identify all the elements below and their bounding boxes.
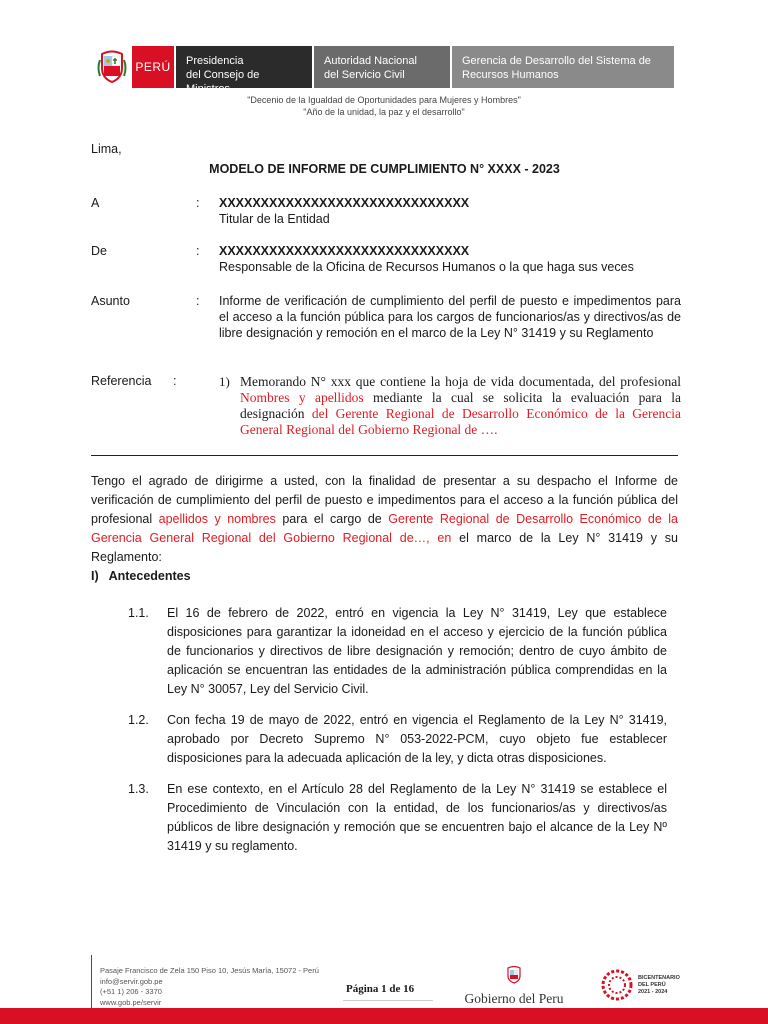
document-title: MODELO DE INFORME DE CUMPLIMIENTO N° XXXX - 2023: [209, 162, 560, 176]
gobierno-logo: [455, 966, 573, 1007]
phone-line: (+51 1) 206 - 3370: [100, 987, 162, 996]
servir-block: [314, 46, 450, 88]
footer-divider: [343, 1000, 433, 1001]
sender-colon: :: [196, 244, 200, 258]
reference-position: del Gerente Regional de Desarrollo Económico de la Gerencia General Regional del Gobierno Regional de ….: [240, 406, 682, 437]
servir-line-1: Autoridad Nacional: [324, 55, 417, 67]
recipient-colon: :: [196, 196, 200, 210]
address-line: Pasaje Francisco de Zela 150 Piso 10, Jesús María, 15072 - Perú: [100, 966, 319, 975]
pcm-line-1: Presidencia: [186, 55, 244, 67]
item-text: En ese contexto, en el Artículo 28 del Reglamento de la Ley N° 31419 se establece el Procedimiento de Vinculación con la entidad, de los funcionarios/as y directivos/as públicos de libre designación y remoción que se encuentren bajo el alcance de la Ley Nº 31419 y su reglamento.: [167, 782, 667, 853]
reference-text: [240, 374, 681, 438]
bicentenario-line-2: DEL PERÚ: [638, 981, 666, 988]
decenio-line-2: "Año de la unidad, la paz y el desarrollo": [303, 107, 465, 117]
coat-of-arms-icon: [92, 46, 132, 88]
recipient-role: Titular de la Entidad: [219, 212, 330, 226]
bicentenario-line-3: 2021 - 2024: [638, 988, 668, 995]
reference-professional-name: Nombres y apellidos: [240, 390, 364, 405]
item-number: 1.1.: [128, 606, 149, 620]
gobierno-shield-icon: [455, 966, 573, 989]
reference-part-3: mediante la cual se solicita la evaluación para la designación: [240, 390, 681, 421]
pcm-line-2: del Consejo de Ministros: [186, 69, 260, 95]
gerencia-block: [452, 46, 674, 88]
item-text: El 16 de febrero de 2022, entró en vigencia la Ley N° 31419, Ley que establece disposiciones para garantizar la idoneidad en el acceso y ejercicio de la función pública de funcionarios y directivos de libre designación y remoción; dentro de cuyo ámbito de aplicación se encuentran las entidades de la administración pública comprendidas en la Ley N° 30057, Ley del Servicio Civil.: [167, 606, 667, 696]
decenio-motto: [0, 94, 768, 118]
item-text: Con fecha 19 de mayo de 2022, entró en vigencia el Reglamento de la Ley N° 31419, aprobado por Decreto Supremo N° 053-2022-PCM, cuyo objeto fue establecer disposiciones para la adecuada aplicación de la ley, y dicta otras disposiciones.: [167, 713, 667, 765]
gobierno-text: Gobierno del Peru: [464, 991, 564, 1006]
subject-colon: :: [196, 294, 200, 308]
place-line: Lima,: [91, 142, 122, 156]
footer-accent-line: [91, 955, 92, 1013]
intro-part-5: el marco de la Ley N° 31419 y su Reglamento:: [91, 531, 678, 564]
page-number: Página 1 de 16: [346, 983, 415, 995]
reference-colon: :: [173, 374, 177, 388]
intro-position: Gerente Regional de Desarrollo Económico de la Gerencia General Regional del Gobierno Regional de…, en: [91, 512, 678, 545]
decenio-line-1: "Decenio de la Igualdad de Oportunidades para Mujeres y Hombres": [247, 95, 521, 105]
reference-number: 1): [219, 374, 230, 389]
subject-text: Informe de verificación de cumplimiento del perfil de puesto e impedimentos para el acceso a la función pública para los cargos de funcionarios/as y directivos/as de libre designación y remoción en el marco de la Ley N° 31419 y su Reglamento: [219, 294, 681, 340]
recipient-label: A: [91, 196, 100, 210]
email-line: info@servir.gob.pe: [100, 976, 163, 986]
footer-address: [100, 966, 319, 1008]
peru-label: PERÚ: [132, 46, 174, 88]
bicentenario-icon: [600, 968, 634, 1002]
header-divider: [91, 455, 678, 456]
header-banner: [92, 46, 674, 95]
intro-paragraph: [91, 472, 678, 567]
servir-line-2: del Servicio Civil: [324, 69, 405, 81]
gerencia-line-1: Gerencia de Desarrollo del Sistema de: [462, 55, 651, 67]
gerencia-line-2: Recursos Humanos: [462, 69, 559, 81]
section-title: I) Antecedentes: [91, 569, 191, 583]
sender-label: De: [91, 244, 107, 258]
intro-part-3: para el cargo de: [275, 512, 389, 526]
sender-role: Responsable de la Oficina de Recursos Humanos o la que haga sus veces: [219, 260, 634, 274]
intro-professional-name: apellidos y nombres: [158, 512, 276, 526]
subject-label: Asunto: [91, 294, 130, 308]
item-number: 1.2.: [128, 713, 149, 727]
reference-label: Referencia: [91, 374, 152, 388]
website-line: www.gob.pe/servir: [100, 997, 162, 1007]
item-number: 1.3.: [128, 782, 149, 796]
pcm-block: [176, 46, 312, 95]
bicentenario-line-1: BICENTENARIO: [638, 974, 680, 981]
footer-red-bar: [0, 1008, 768, 1024]
bicentenario-logo: [600, 968, 680, 1002]
intro-part-1: Tengo el agrado de dirigirme a usted, con la finalidad de presentar a su despacho el Informe de verificación de cumplimiento del perfil de puesto e impedimentos para el acceso a la función pública del profesional: [91, 474, 678, 526]
sender-name: XXXXXXXXXXXXXXXXXXXXXXXXXXXXXX: [219, 244, 470, 258]
recipient-name: XXXXXXXXXXXXXXXXXXXXXXXXXXXXXX: [219, 196, 470, 210]
reference-part-1: Memorando N° xxx que contiene la hoja de vida documentada, del profesional: [240, 374, 681, 389]
